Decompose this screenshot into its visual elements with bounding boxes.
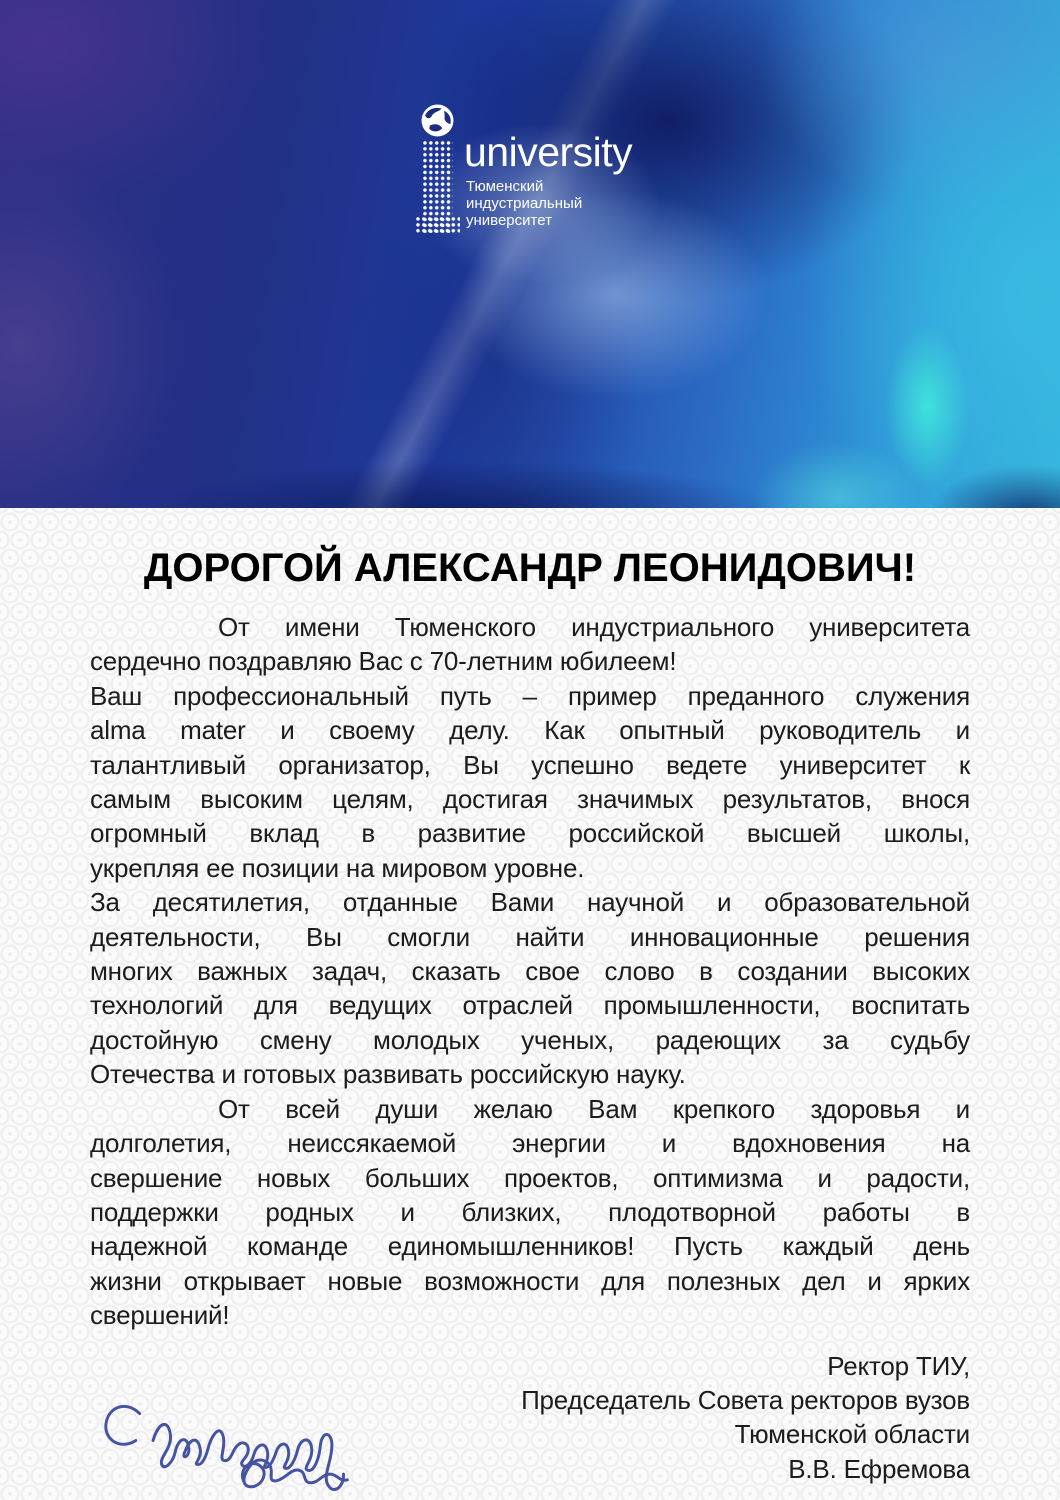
signature-area bbox=[90, 1349, 970, 1500]
logo-wordmark: university bbox=[464, 129, 633, 175]
text-line: талантливый организатор, Вы успешно ведете университет к bbox=[90, 749, 970, 780]
globe-icon bbox=[421, 104, 454, 137]
text-line: технологий для ведущих отраслей промышленности, воспитать bbox=[90, 990, 970, 1021]
logo-organization-name bbox=[466, 178, 582, 229]
logo-org-line: индустриальный bbox=[466, 195, 583, 212]
text-line: укрепляя ее позиции на мировом уровне. bbox=[90, 852, 585, 883]
letter-heading: ДОРОГОЙ АЛЕКСАНДР ЛЕОНИДОВИЧ! bbox=[143, 546, 917, 590]
text-line: самым высоким целям, достигая значимых результатов, внося bbox=[90, 784, 970, 815]
text-line: За десятилетия, отданные Вами научной и образовательной bbox=[90, 887, 970, 918]
text-line: От всей души желаю Вам крепкого здоровья и bbox=[218, 1093, 970, 1124]
text-line: достойную смену молодых ученых, радеющих за судьбу bbox=[90, 1024, 970, 1055]
text-line: свершение новых больших проектов, оптимизма и радости, bbox=[90, 1162, 970, 1193]
paragraph bbox=[90, 610, 970, 679]
text-line: многих важных задач, сказать свое слово в создании высоких bbox=[90, 956, 970, 987]
text-line: свершений! bbox=[90, 1300, 230, 1331]
logo-org-line: университет bbox=[466, 212, 552, 229]
signatory-line: Председатель Совета ректоров вузов bbox=[521, 1384, 970, 1415]
text-line: Отечества и готовых развивать российскую науку. bbox=[90, 1059, 686, 1090]
text-line: деятельности, Вы смогли найти инновационные решения bbox=[90, 921, 970, 952]
header-banner-image bbox=[0, 0, 1060, 508]
text-line: сердечно поздравляю Вас с 70-летним юбилеем! bbox=[90, 646, 677, 677]
text-line: alma mater и своему делу. Как опытный руководитель и bbox=[90, 715, 970, 746]
logo-org-line: Тюменский bbox=[466, 178, 544, 195]
logo-dotted-i-base bbox=[415, 216, 460, 233]
signatory-line: Ректор ТИУ, bbox=[827, 1350, 970, 1381]
paragraph bbox=[90, 1092, 970, 1333]
signatory-line: В.В. Ефремова bbox=[788, 1453, 970, 1484]
letter-body bbox=[0, 546, 1060, 1500]
text-line: Ваш профессиональный путь – пример преданного служения bbox=[90, 680, 970, 711]
text-line: поддержки родных и близких, плодотворной работы в bbox=[90, 1196, 970, 1227]
university-logo bbox=[418, 104, 678, 234]
text-line: надежной команде единомышленников! Пусть каждый день bbox=[90, 1231, 970, 1262]
text-line: огромный вклад в развитие российской высшей школы, bbox=[90, 818, 970, 849]
paragraph bbox=[90, 679, 970, 885]
text-line: долголетия, неиссякаемой энергии и вдохновения на bbox=[90, 1128, 970, 1159]
text-line: жизни открывает новые возможности для полезных дел и ярких bbox=[90, 1265, 970, 1296]
text-line: От имени Тюменского индустриального университета bbox=[218, 612, 970, 642]
handwritten-signature bbox=[95, 1377, 465, 1500]
signatory-line: Тюменской области bbox=[734, 1419, 970, 1450]
letter-text bbox=[90, 610, 970, 1333]
paragraph bbox=[90, 885, 970, 1091]
signature-ink bbox=[106, 1406, 347, 1489]
